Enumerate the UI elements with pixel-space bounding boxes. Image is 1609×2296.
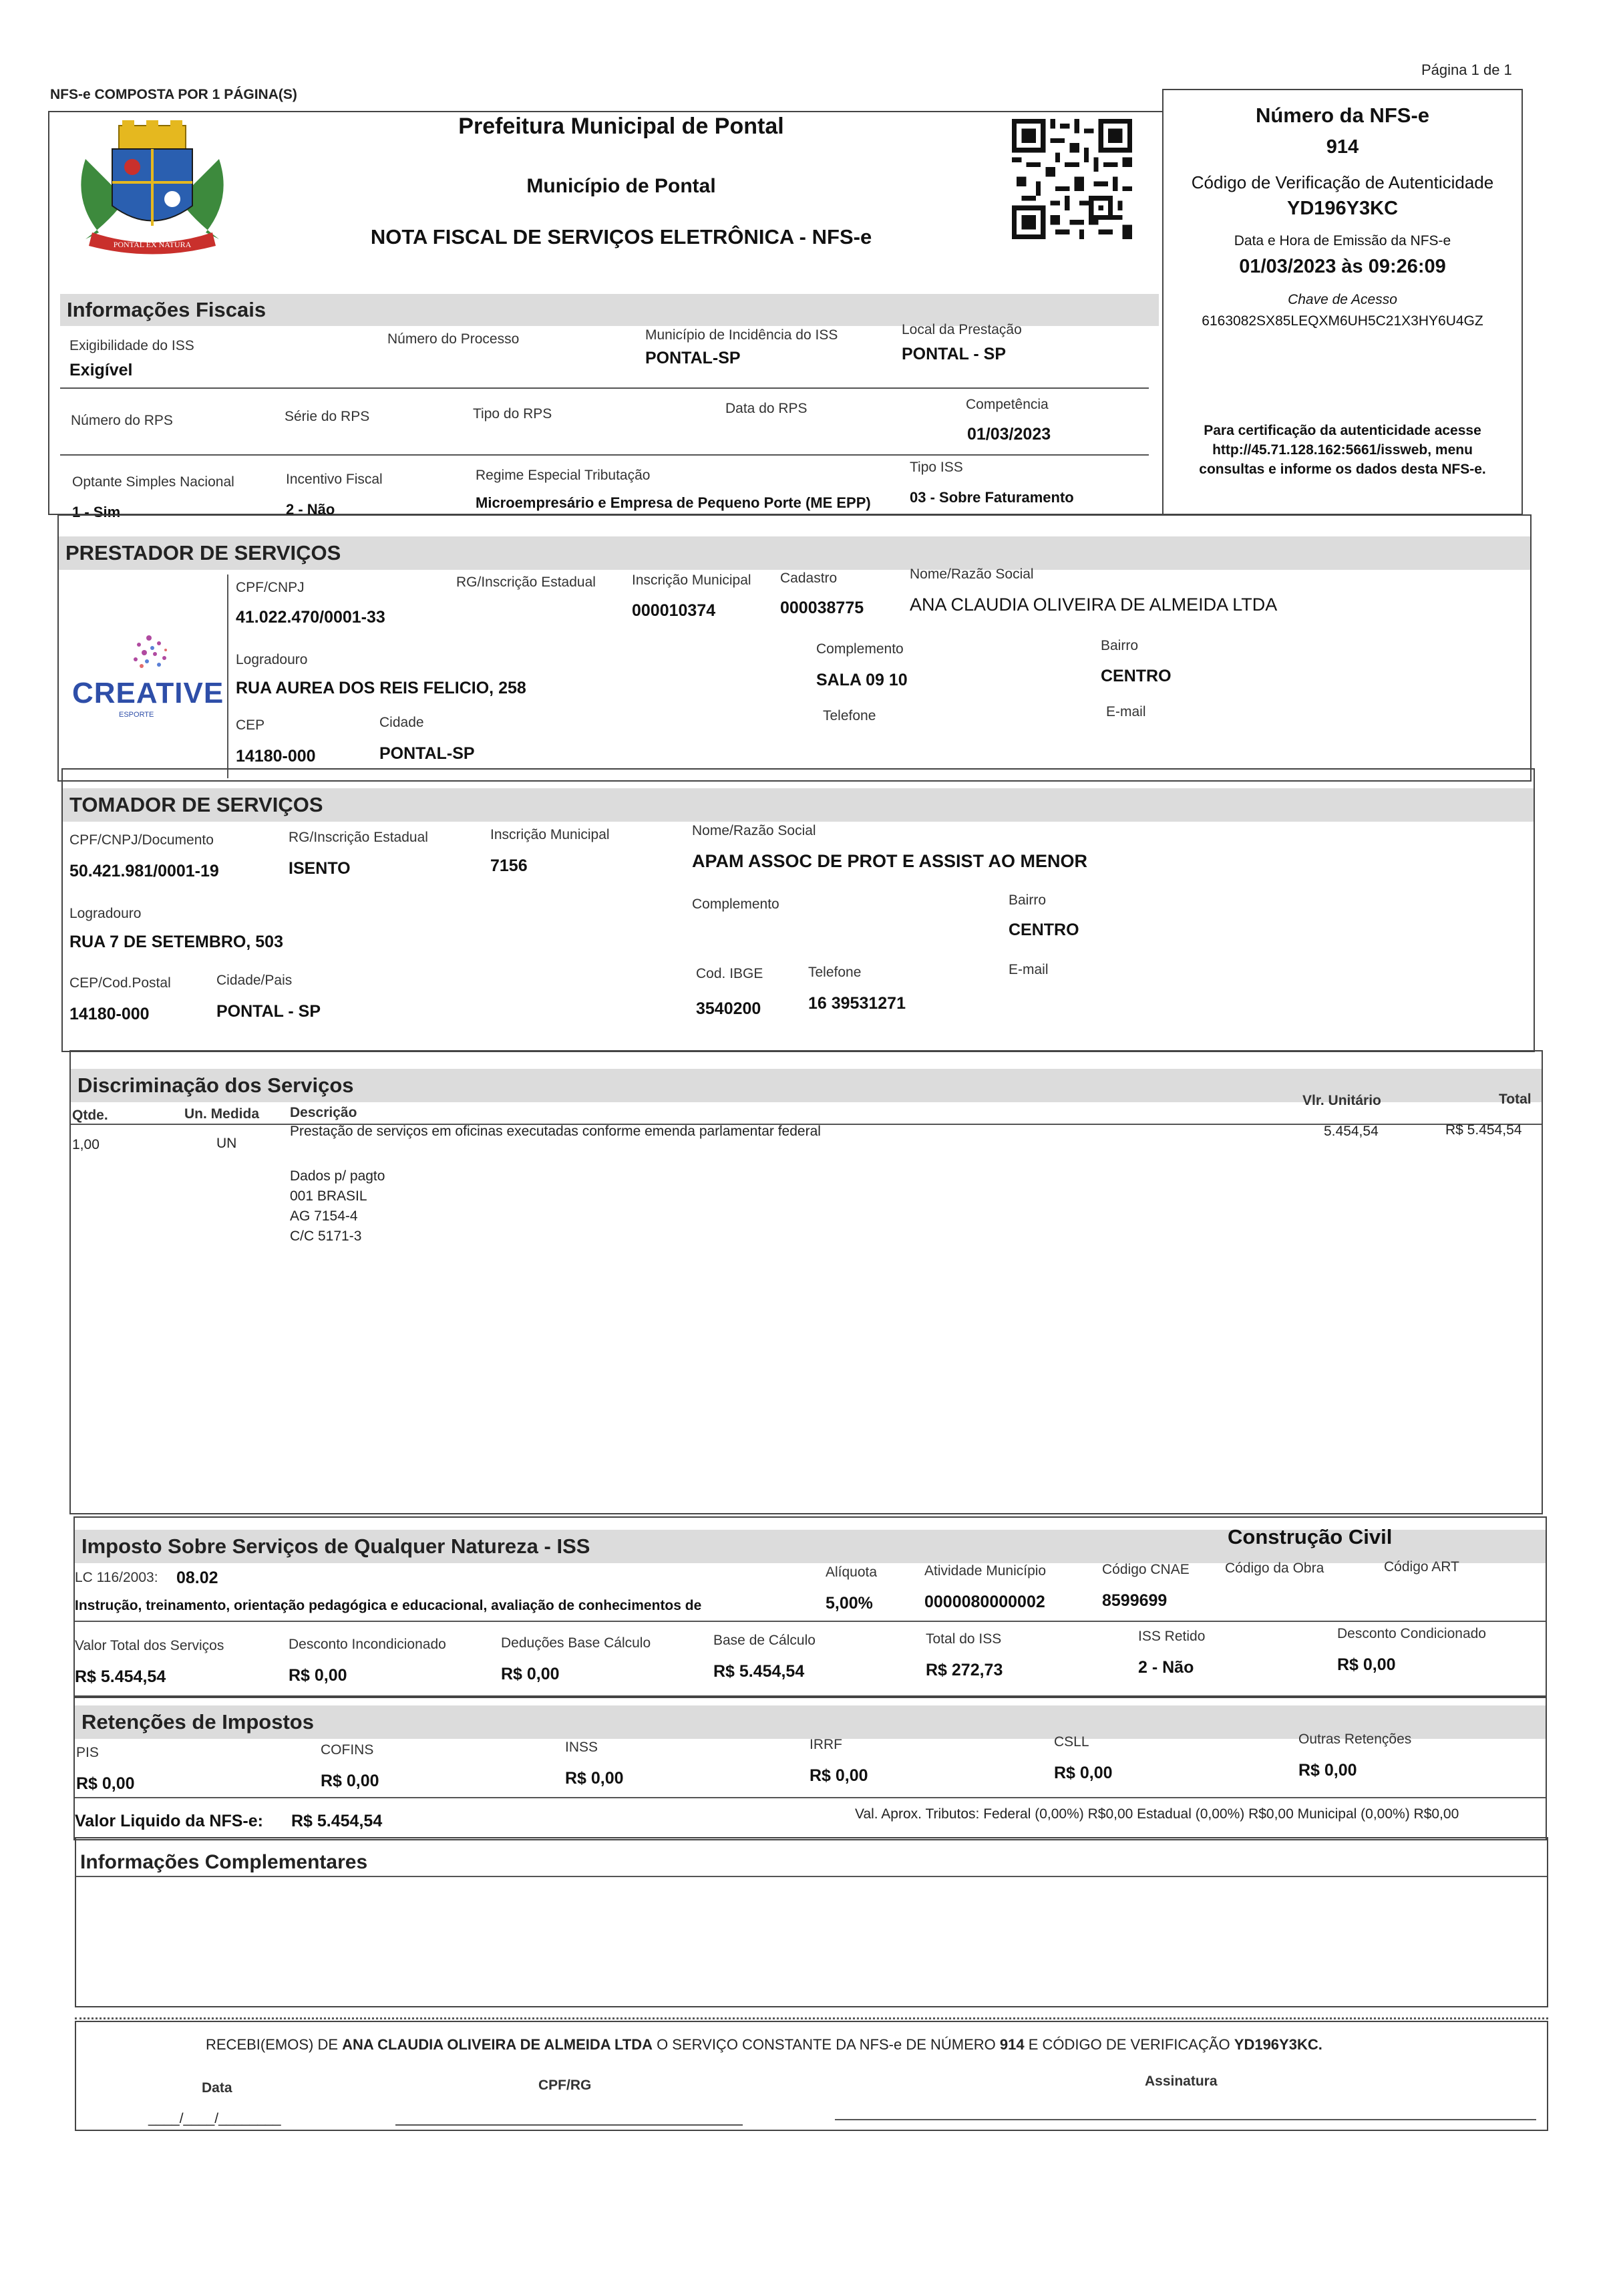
tipo-iss-label: Tipo ISS xyxy=(910,460,963,475)
prestador-cidade: PONTAL-SP xyxy=(379,744,475,763)
divider xyxy=(60,387,1149,389)
tomador-rg: ISENTO xyxy=(289,859,351,878)
verification-code-label: Código de Verificação de Autenticidade xyxy=(1191,172,1494,192)
emission-date-label: Data e Hora de Emissão da NFS-e xyxy=(1234,233,1451,249)
retencoes-header: Retenções de Impostos xyxy=(75,1705,1546,1739)
atividade-descricao: Instrução, treinamento, orientação pedagógica e educacional, avaliação de conhecimentos de xyxy=(75,1598,702,1613)
regime-value: Microempresário e Empresa de Pequeno Porte (ME EPP) xyxy=(476,494,871,511)
processo-label: Número do Processo xyxy=(387,331,520,347)
recibo-texto: RECEBI(EMOS) DE ANA CLAUDIA OLIVEIRA DE ALMEIDA LTDA O SERVIÇO CONSTANTE DA NFS-e DE NÚMERO 914 E CÓDIGO DE VERIFICAÇÃO YD196Y3KC. xyxy=(206,2036,1322,2053)
recibo-cpf-label: CPF/RG xyxy=(538,2078,592,2093)
item-unitario: 5.454,54 xyxy=(1324,1124,1379,1139)
valor-total-servicos-label: Valor Total dos Serviços xyxy=(75,1638,224,1653)
municipal-coat-of-arms xyxy=(72,119,232,263)
tomador-rg-label: RG/Inscrição Estadual xyxy=(289,830,428,845)
iss-header: Imposto Sobre Serviços de Qualquer Natureza - ISS xyxy=(75,1530,1546,1563)
coat-of-arms-motto: PONTAL EX NATURA xyxy=(113,240,192,249)
aliquota-label: Alíquota xyxy=(826,1565,878,1580)
data-rps-label: Data do RPS xyxy=(725,401,808,416)
prestador-logo-subtext: ESPORTE xyxy=(119,711,154,719)
iss-retido: 2 - Não xyxy=(1138,1658,1194,1677)
tomador-doc-label: CPF/CNPJ/Documento xyxy=(69,832,214,848)
tomador-bairro-label: Bairro xyxy=(1009,892,1047,908)
prestador-telefone-label: Telefone xyxy=(823,708,876,723)
deducoes-label: Deduções Base Cálculo xyxy=(501,1635,651,1651)
tomador-im: 7156 xyxy=(490,856,528,875)
qr-code xyxy=(1012,119,1132,239)
incentivo-label: Incentivo Fiscal xyxy=(286,472,383,487)
dados-pagamento: Dados p/ pagto 001 BRASIL AG 7154-4 C/C 5171-3 xyxy=(290,1168,385,1244)
tipo-rps-label: Tipo do RPS xyxy=(473,406,552,422)
prestador-cidade-label: Cidade xyxy=(379,715,424,730)
competencia-label: Competência xyxy=(966,397,1049,412)
prestador-header: PRESTADOR DE SERVIÇOS xyxy=(59,536,1530,570)
pis-value: R$ 0,00 xyxy=(76,1774,135,1793)
prestador-cep-label: CEP xyxy=(236,717,265,733)
municipio-incidencia-label: Município de Incidência do ISS xyxy=(645,327,838,343)
emission-date: 01/03/2023 às 09:26:09 xyxy=(1239,256,1446,277)
tomador-im-label: Inscrição Municipal xyxy=(490,827,610,842)
desconto-condicionado: R$ 0,00 xyxy=(1337,1655,1396,1674)
valor-aproximado-tributos: Val. Aprox. Tributos: Federal (0,00%) R$0,00 Estadual (0,00%) R$0,00 Municipal (0,00%) R$0,00 xyxy=(855,1806,1459,1822)
verification-code: YD196Y3KC xyxy=(1286,198,1399,219)
inss-label: INSS xyxy=(565,1740,598,1755)
item-qtde: 1,00 xyxy=(72,1137,100,1152)
prestador-nome-label: Nome/Razão Social xyxy=(910,566,1034,582)
codigo-art-label: Código ART xyxy=(1384,1559,1459,1575)
prestador-logradouro-label: Logradouro xyxy=(236,652,308,667)
nfse-number: 914 xyxy=(1326,136,1359,158)
construcao-civil-header: Construção Civil xyxy=(1228,1525,1393,1548)
tomador-cidade: PONTAL - SP xyxy=(216,1002,321,1021)
prestador-rg-label: RG/Inscrição Estadual xyxy=(456,575,596,590)
cnae-label: Código CNAE xyxy=(1102,1562,1190,1577)
tomador-header: TOMADOR DE SERVIÇOS xyxy=(63,788,1534,822)
tomador-ibge: 3540200 xyxy=(696,999,761,1018)
item-descricao: Prestação de serviços em oficinas executadas conforme emenda parlamentar federal xyxy=(290,1124,821,1139)
tomador-nome: APAM ASSOC DE PROT E ASSIST AO MENOR xyxy=(692,851,1088,871)
base-calculo: R$ 5.454,54 xyxy=(713,1662,805,1681)
numero-rps-label: Número do RPS xyxy=(71,413,173,428)
prestador-nome: ANA CLAUDIA OLIVEIRA DE ALMEIDA LTDA xyxy=(910,595,1278,615)
composta-label: NFS-e COMPOSTA POR 1 PÁGINA(S) xyxy=(50,87,297,102)
iss-retido-label: ISS Retido xyxy=(1138,1629,1206,1644)
prestador-complemento: SALA 09 10 xyxy=(816,671,908,689)
prestador-cep: 14180-000 xyxy=(236,747,316,766)
cnae-value: 8599699 xyxy=(1102,1591,1168,1610)
irrf-label: IRRF xyxy=(810,1737,842,1752)
prestador-cnpj: 41.022.470/0001-33 xyxy=(236,608,385,627)
local-prestacao-value: PONTAL - SP xyxy=(902,345,1007,363)
tomador-bairro: CENTRO xyxy=(1009,921,1079,939)
serie-rps-label: Série do RPS xyxy=(285,409,370,424)
deducoes-value: R$ 0,00 xyxy=(501,1665,560,1683)
recibo-assinatura-label: Assinatura xyxy=(1145,2074,1218,2089)
base-calculo-label: Base de Cálculo xyxy=(713,1633,816,1648)
document-title: NOTA FISCAL DE SERVIÇOS ELETRÔNICA - NFS-e xyxy=(370,225,872,249)
complementares-header: Informações Complementares xyxy=(80,1851,368,1873)
divider xyxy=(60,454,1149,456)
item-un: UN xyxy=(216,1136,237,1151)
competencia-value: 01/03/2023 xyxy=(967,425,1051,444)
incentivo-value: 2 - Não xyxy=(286,501,335,518)
outras-retencoes-label: Outras Retenções xyxy=(1298,1732,1412,1747)
tomador-email-label: E-mail xyxy=(1009,962,1049,977)
simples-label: Optante Simples Nacional xyxy=(72,474,234,490)
tomador-cep: 14180-000 xyxy=(69,1005,150,1023)
recibo-data-field[interactable]: ____/____/________ xyxy=(148,2111,281,2126)
tomador-complemento-label: Complemento xyxy=(692,896,779,912)
tomador-telefone: 16 39531271 xyxy=(808,994,906,1013)
csll-label: CSLL xyxy=(1054,1734,1089,1750)
tomador-cep-label: CEP/Cod.Postal xyxy=(69,975,171,991)
local-prestacao-label: Local da Prestação xyxy=(902,322,1022,337)
item-total: R$ 5.454,54 xyxy=(1445,1122,1522,1138)
prefeitura-title: Prefeitura Municipal de Pontal xyxy=(458,114,784,139)
codigo-obra-label: Código da Obra xyxy=(1225,1561,1324,1576)
prestador-logradouro: RUA AUREA DOS REIS FELICIO, 258 xyxy=(236,679,526,697)
col-vlr-unitario: Vlr. Unitário xyxy=(1302,1093,1381,1108)
aliquota-value: 5,00% xyxy=(826,1594,873,1613)
col-total: Total xyxy=(1499,1092,1532,1107)
outras-retencoes-value: R$ 0,00 xyxy=(1298,1761,1357,1780)
pis-label: PIS xyxy=(76,1745,99,1760)
csll-value: R$ 0,00 xyxy=(1054,1764,1113,1782)
cofins-value: R$ 0,00 xyxy=(321,1772,379,1790)
divider xyxy=(76,1876,1547,1877)
tomador-logradouro-label: Logradouro xyxy=(69,906,142,921)
atividade-municipio-label: Atividade Município xyxy=(924,1563,1047,1579)
prestador-cnpj-label: CPF/CNPJ xyxy=(236,580,305,595)
prestador-logo-text: CREATIVE xyxy=(72,677,224,709)
col-un-medida: Un. Medida xyxy=(184,1106,260,1122)
recibo-cpf-field[interactable] xyxy=(395,2124,743,2126)
prestador-email-label: E-mail xyxy=(1106,704,1146,719)
desconto-incondicionado-label: Desconto Incondicionado xyxy=(289,1637,446,1652)
tomador-ibge-label: Cod. IBGE xyxy=(696,966,763,981)
exigibilidade-value: Exigível xyxy=(69,361,133,379)
total-iss: R$ 272,73 xyxy=(926,1661,1003,1679)
valor-liquido: R$ 5.454,54 xyxy=(291,1812,383,1830)
recibo-assinatura-field[interactable] xyxy=(835,2119,1536,2120)
valor-total-servicos: R$ 5.454,54 xyxy=(75,1667,166,1686)
page-indicator: Página 1 de 1 xyxy=(1421,61,1512,78)
info-fiscais-header: Informações Fiscais xyxy=(60,294,1159,326)
total-iss-label: Total do ISS xyxy=(926,1631,1002,1647)
prestador-im: 000010374 xyxy=(632,601,716,620)
prestador-im-label: Inscrição Municipal xyxy=(632,572,751,588)
valor-liquido-label: Valor Liquido da NFS-e: xyxy=(75,1812,263,1830)
prestador-bairro-label: Bairro xyxy=(1101,638,1139,653)
exigibilidade-label: Exigibilidade do ISS xyxy=(69,338,194,353)
tomador-cidade-label: Cidade/Pais xyxy=(216,973,293,988)
access-key-label: Chave de Acesso xyxy=(1288,292,1397,307)
atividade-municipio-value: 0000080000002 xyxy=(924,1593,1045,1611)
tomador-nome-label: Nome/Razão Social xyxy=(692,823,816,838)
tomador-doc: 50.421.981/0001-19 xyxy=(69,862,219,880)
regime-label: Regime Especial Tributação xyxy=(476,468,651,483)
col-qtde: Qtde. xyxy=(72,1108,108,1123)
recibo-data-label: Data xyxy=(202,2080,232,2096)
municipio-title: Município de Pontal xyxy=(526,175,716,197)
cut-line xyxy=(75,2017,1548,2019)
prestador-complemento-label: Complemento xyxy=(816,641,904,657)
prestador-bairro: CENTRO xyxy=(1101,667,1172,685)
tipo-iss-value: 03 - Sobre Faturamento xyxy=(910,489,1074,506)
inss-value: R$ 0,00 xyxy=(565,1769,624,1788)
prestador-cadastro-label: Cadastro xyxy=(780,570,838,586)
municipio-incidencia-value: PONTAL-SP xyxy=(645,349,741,367)
irrf-value: R$ 0,00 xyxy=(810,1766,868,1785)
simples-value: 1 - Sim xyxy=(72,504,121,520)
desconto-incondicionado: R$ 0,00 xyxy=(289,1666,347,1685)
divider xyxy=(75,1621,1546,1622)
divider xyxy=(227,575,228,778)
desconto-condicionado-label: Desconto Condicionado xyxy=(1337,1626,1486,1641)
lc-value: 08.02 xyxy=(176,1569,218,1587)
access-key: 6163082SX85LEQXM6UH5C21X3HY6U4GZ xyxy=(1202,313,1483,329)
certification-note: Para certificação da autenticidade acesse http://45.71.128.162:5661/issweb, menu consultas e informe os dados desta NFS-e. xyxy=(1199,423,1486,477)
col-descricao: Descrição xyxy=(290,1105,357,1120)
lc-label: LC 116/2003: xyxy=(75,1570,158,1585)
nfse-number-label: Número da NFS-e xyxy=(1255,104,1430,127)
cofins-label: COFINS xyxy=(321,1742,374,1758)
servicos-header: Discriminação dos Serviços xyxy=(71,1069,1542,1102)
tomador-logradouro: RUA 7 DE SETEMBRO, 503 xyxy=(69,933,283,951)
divider xyxy=(75,1797,1546,1798)
prestador-cadastro: 000038775 xyxy=(780,599,864,617)
tomador-telefone-label: Telefone xyxy=(808,965,862,980)
